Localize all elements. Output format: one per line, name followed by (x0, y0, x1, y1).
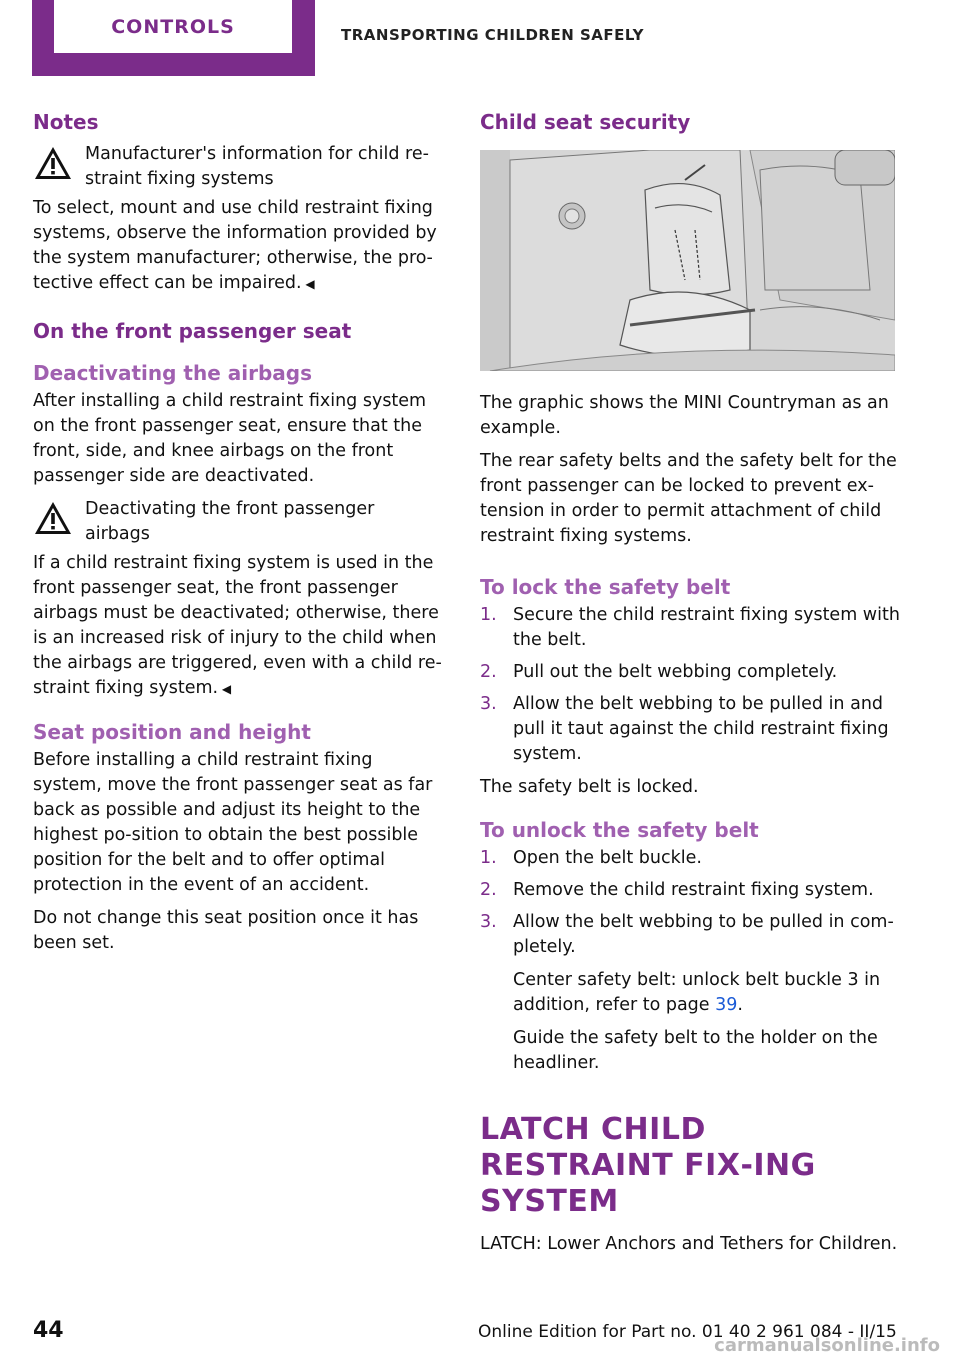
page-number: 44 (33, 1318, 64, 1343)
step-text: Open the belt buckle. (513, 848, 702, 868)
unlock-steps-list (480, 846, 900, 960)
step-number: 1. (480, 605, 497, 625)
figure-caption: The graphic shows the MINI Countryman as an example. (480, 393, 889, 438)
chapter-tab[interactable] (32, 0, 315, 76)
page-header (0, 0, 960, 76)
section-title: TRANSPORTING CHILDREN SAFELY (341, 26, 644, 44)
list-item (480, 910, 900, 960)
subheading: Deactivating the airbags (33, 361, 312, 385)
list-item (480, 846, 900, 871)
right-column (480, 108, 900, 1265)
center-belt-end: . (737, 995, 743, 1015)
step-number: 3. (480, 912, 497, 932)
left-column (33, 108, 443, 964)
warning-icon (33, 499, 73, 537)
warning-note (33, 142, 443, 192)
paragraph: Do not change this seat position once it has been set. (33, 908, 419, 953)
section-heading: On the front passenger seat (33, 319, 352, 343)
child-seat-drawing (480, 150, 895, 371)
center-belt-text: Center safety belt: unlock belt buckle 3 in addition, refer to page (513, 970, 881, 1015)
chapter-tab-inner (54, 0, 292, 53)
list-item (480, 878, 900, 903)
list-item (480, 660, 900, 685)
center-belt-note (480, 968, 900, 1018)
notes-heading: Notes (33, 110, 99, 134)
warning-text: Deactivating the front passenger airbags (85, 499, 375, 544)
section-heading: Child seat security (480, 110, 691, 134)
step-text: Secure the child restraint fixing system with the belt. (513, 605, 900, 650)
step-number: 3. (480, 694, 497, 714)
subheading: To lock the safety belt (480, 575, 731, 599)
step-number: 1. (480, 848, 497, 868)
list-item (480, 603, 900, 653)
warning-icon (33, 144, 73, 182)
step-text: Pull out the belt webbing completely. (513, 662, 838, 682)
lock-steps-list (480, 603, 900, 767)
paragraph: If a child restraint fixing system is used in the front passenger seat, the front passenger airbags must be deactivated; otherwise, there is an increased risk of injury to the child when the airbags are triggered, even with a child re‐straint fixing system. (33, 553, 442, 698)
step-number: 2. (480, 880, 497, 900)
footer-edition: Online Edition for Part no. 01 40 2 961 084 - II/15 (478, 1322, 897, 1342)
warning-note (33, 497, 443, 547)
paragraph: After installing a child restraint fixing system on the front passenger seat, ensure that the front, side, and knee airbags on the front passenger side are deactivated. (33, 391, 427, 486)
list-item (480, 692, 900, 767)
watermark: carmanualsonline.info (714, 1335, 940, 1356)
paragraph: The safety belt is locked. (480, 777, 699, 797)
guide-note: Guide the safety belt to the holder on the headliner. (513, 1028, 878, 1073)
paragraph: Before installing a child restraint fixing system, move the front passenger seat as far back as possible and adjust its height to the highest po‐sition to obtain the best possible position for the belt and to offer optimal protection in the event of an accident. (33, 750, 433, 895)
child-seat-illustration (480, 150, 895, 371)
subheading: To unlock the safety belt (480, 818, 759, 842)
paragraph: LATCH: Lower Anchors and Tethers for Children. (480, 1234, 898, 1254)
warning-text: Manufacturer's information for child re‐straint fixing systems (85, 144, 429, 189)
page-reference-link[interactable]: 39 (715, 995, 738, 1015)
step-text: Allow the belt webbing to be pulled in com‐pletely. (513, 912, 894, 957)
step-text: Remove the child restraint fixing system. (513, 880, 874, 900)
latch-heading: LATCH CHILD RESTRAINT FIX‐ING SYSTEM (480, 1112, 816, 1219)
paragraph: The rear safety belts and the safety belt for the front passenger can be locked to prevent ex‐tension in order to permit attachment of child restraint fixing systems. (480, 451, 897, 546)
end-mark-icon: ◀ (301, 277, 315, 291)
paragraph: To select, mount and use child restraint fixing systems, observe the information provided by the system manufacturer; otherwise, the pro‐tective effect can be impaired. (33, 198, 437, 293)
end-mark-icon: ◀ (218, 682, 232, 696)
step-number: 2. (480, 662, 497, 682)
step-text: Allow the belt webbing to be pulled in and pull it taut against the child restraint fixing system. (513, 694, 889, 764)
chapter-tab-label: CONTROLS (111, 15, 235, 38)
subheading: Seat position and height (33, 720, 311, 744)
